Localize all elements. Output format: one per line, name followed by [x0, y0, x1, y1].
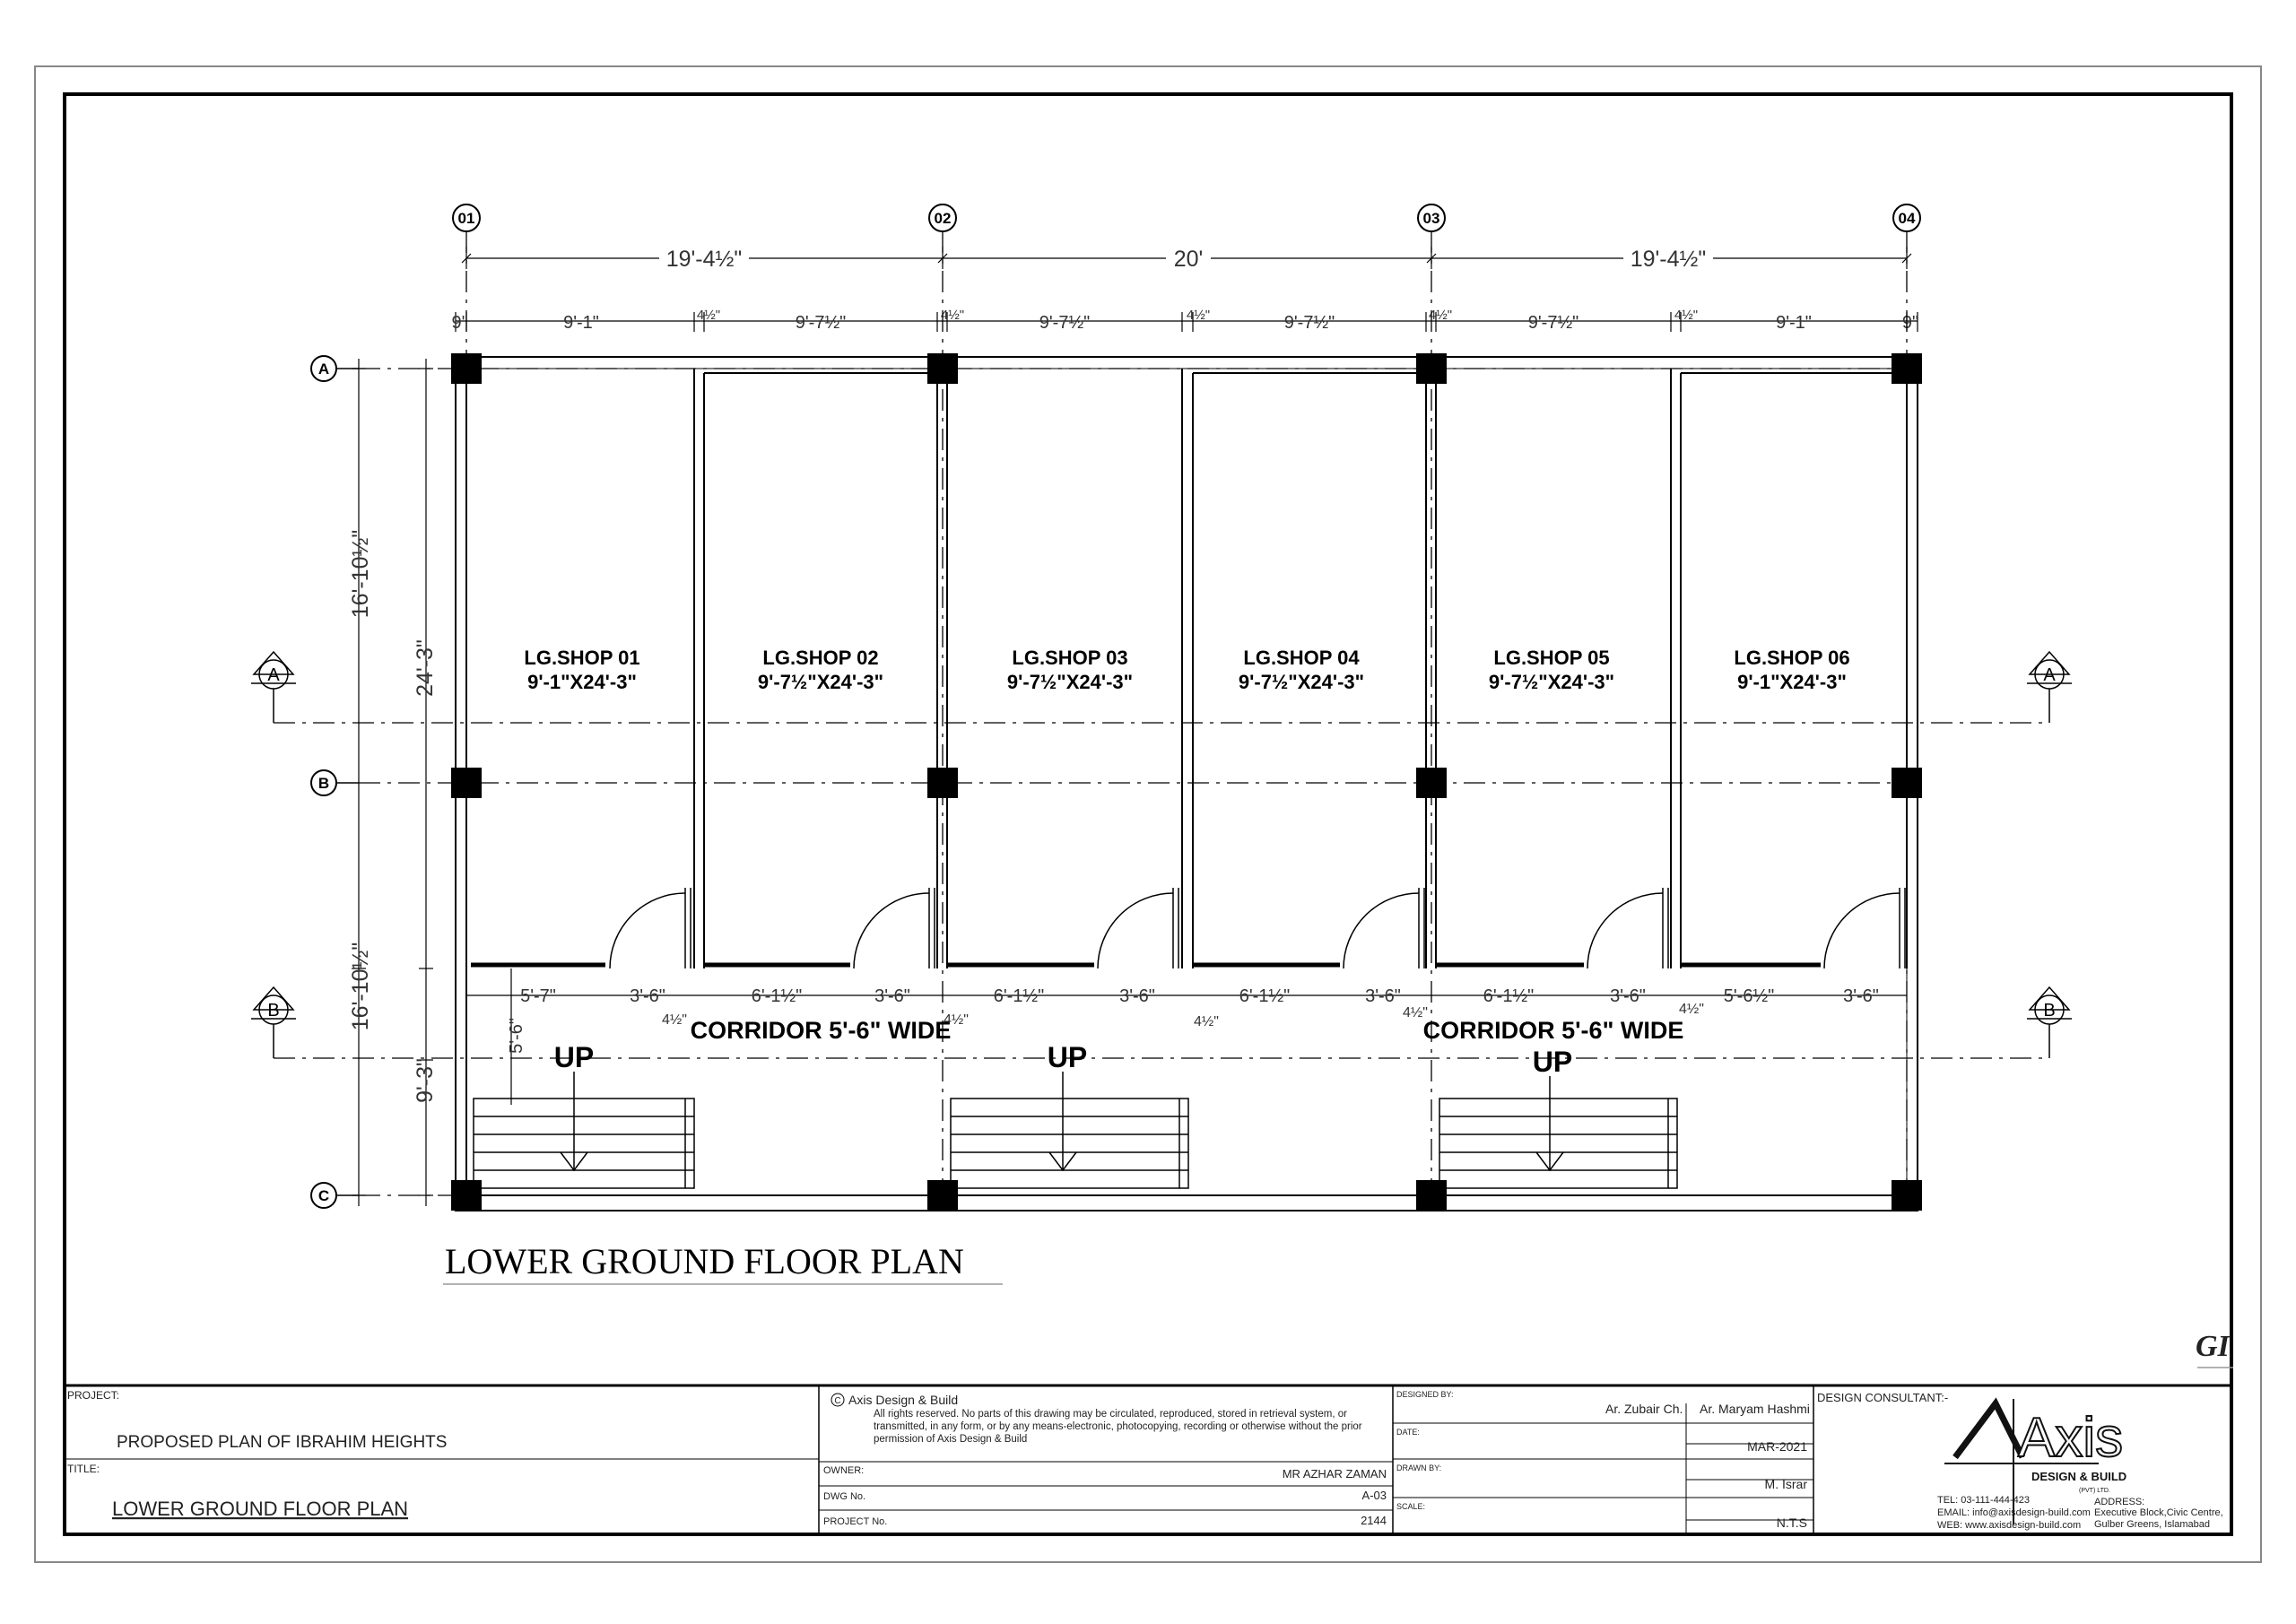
plan-title: LOWER GROUND FLOOR PLAN: [445, 1241, 964, 1281]
consultant-label: DESIGN CONSULTANT:-: [1817, 1391, 1949, 1404]
project-no-value: 2144: [1361, 1514, 1387, 1527]
door-dim: 3'-6": [1365, 986, 1401, 1006]
small-dim: 4½": [944, 1012, 969, 1028]
sub-dim: 4½": [940, 308, 965, 323]
door-dim: 3'-6": [874, 986, 910, 1006]
grid-col-label: 02: [934, 210, 952, 227]
drawing-title: [443, 1241, 2233, 1368]
sub-dim: 4½": [696, 308, 721, 323]
overall-dim: 20': [1173, 247, 1204, 272]
sub-dim: 9'-7½": [795, 313, 847, 333]
shop-size: 9'-7½"X24'-3": [1006, 671, 1134, 693]
door-dim: 6'-1½": [1239, 986, 1291, 1006]
copyright-company: Axis Design & Build: [848, 1393, 959, 1407]
corridor-label: CORRIDOR 5'-6" WIDE: [1422, 1017, 1684, 1044]
corridor-dim-line: [466, 968, 1907, 1105]
sub-dim-labels: [452, 308, 1919, 333]
door-dim: 5'-7": [520, 986, 556, 1006]
grid-row-label: B: [317, 775, 330, 792]
small-dim: 4½": [1403, 1005, 1428, 1020]
small-dim: 4½": [1194, 1014, 1219, 1029]
door-dim: 3'-6": [1843, 986, 1879, 1006]
left-dim: 24'-3": [413, 639, 438, 697]
stair-labels: [554, 1041, 1572, 1078]
section-label: B: [267, 1001, 280, 1020]
sub-dim: 9'-1": [563, 313, 599, 333]
grid-col-label: 03: [1422, 210, 1440, 227]
shop-name: LG.SHOP 04: [1243, 647, 1360, 669]
left-dim: 9'-3": [413, 1058, 438, 1103]
sub-dim: 9': [451, 313, 465, 333]
dwg-label: DWG No.: [823, 1491, 866, 1502]
email: EMAIL: info@axisdesign-build.com: [1937, 1507, 2091, 1518]
section-label: A: [267, 665, 280, 685]
stair-up-label: UP: [1532, 1046, 1573, 1078]
shop-name: LG.SHOP 02: [762, 647, 879, 669]
scale-label: SCALE:: [1396, 1502, 1426, 1511]
sub-dim: 9'-7½": [1527, 313, 1579, 333]
web: WEB: www.axisdesign-build.com: [1937, 1520, 2082, 1531]
shop-name: LG.SHOP 06: [1734, 647, 1850, 669]
project-no-label: PROJECT No.: [823, 1516, 888, 1527]
grid-row-label: A: [317, 360, 330, 378]
tel: TEL: 03-111-444-423: [1937, 1495, 2030, 1506]
section-marker-labels: [267, 665, 2056, 1020]
sub-dim: 4½": [1674, 308, 1699, 323]
designer-2: Ar. Maryam Hashmi: [1700, 1402, 1810, 1416]
grid-column-bubbles: [453, 204, 1920, 231]
door-swings: [610, 888, 1905, 968]
drawn-by-value: M. Israr: [1764, 1477, 1807, 1491]
left-dim: 16'-10½": [348, 942, 373, 1031]
door-dim: 3'-6": [1610, 986, 1646, 1006]
grid-row-label: C: [317, 1187, 330, 1204]
door-dim-labels: [520, 986, 1879, 1006]
corridor-labels: [691, 1017, 1684, 1044]
grid-col-label: 04: [1898, 210, 1916, 227]
building-walls: [456, 357, 1918, 1211]
edge-fragment: GI: [2196, 1330, 2230, 1363]
dwg-value: A-03: [1361, 1489, 1387, 1502]
section-label: A: [2043, 665, 2056, 685]
shop-size: 9'-7½"X24'-3": [1488, 671, 1615, 693]
grid-lines: [274, 231, 2045, 1211]
structural-columns: [451, 353, 1922, 1211]
shop-size: 9'-1"X24'-3": [527, 671, 637, 693]
logo-wordmark: Axis: [2018, 1407, 2124, 1469]
project-label: PROJECT:: [67, 1389, 120, 1402]
door-dim: 6'-1½": [751, 986, 803, 1006]
sub-dim: 9'-7½": [1039, 313, 1091, 333]
address-label: ADDRESS:: [2094, 1497, 2145, 1507]
door-dim: 6'-1½": [1483, 986, 1535, 1006]
drawn-by-label: DRAWN BY:: [1396, 1463, 1442, 1472]
address-line-2: Gulber Greens, Islamabad: [2094, 1519, 2211, 1530]
shop-labels: [524, 647, 1849, 693]
overall-dim: 19'-4½": [665, 247, 743, 272]
company-contacts: [1937, 1495, 2223, 1531]
project-name: PROPOSED PLAN OF IBRAHIM HEIGHTS: [117, 1433, 448, 1452]
copyright-mark: C: [834, 1396, 841, 1406]
small-dim: 4½": [1679, 1002, 1704, 1017]
copyright-text: All rights reserved. No parts of this drawing may be circulated, reproduced, stored in retrieval system, or transmitted, in any form, or by any means-electronic, photocopying, recording or otherwise without the prior permission of Axis Design & Build: [874, 1409, 1362, 1445]
sheet-title: LOWER GROUND FLOOR PLAN: [112, 1498, 409, 1520]
shop-size: 9'-1"X24'-3": [1737, 671, 1847, 693]
address-line-1: Executive Block,Civic Centre,: [2094, 1507, 2223, 1518]
door-dim: 3'-6": [1119, 986, 1155, 1006]
sub-dim: 4½": [1428, 308, 1453, 323]
stair-up-label: UP: [553, 1041, 595, 1073]
grid-row-bubbles: [311, 356, 359, 1208]
shop-name: LG.SHOP 01: [524, 647, 640, 669]
small-dim: 5'-6": [507, 1018, 526, 1054]
shop-name: LG.SHOP 03: [1012, 647, 1128, 669]
door-dim: 5'-6½": [1723, 986, 1775, 1006]
shop-name: LG.SHOP 05: [1493, 647, 1610, 669]
left-dim: 16'-10½": [348, 529, 373, 619]
sub-dim: 9": [1901, 313, 1919, 333]
sub-dim: 9'-1": [1776, 313, 1812, 333]
stair-up-label: UP: [1047, 1041, 1088, 1073]
owner-value: MR AZHAR ZAMAN: [1282, 1467, 1387, 1481]
section-label: B: [2043, 1001, 2056, 1020]
designed-by-label: DESIGNED BY:: [1396, 1390, 1454, 1399]
small-dim: 4½": [662, 1012, 687, 1028]
door-dim: 3'-6": [630, 986, 665, 1006]
door-dim: 6'-1½": [993, 986, 1045, 1006]
left-dim-labels: [348, 530, 438, 1103]
stairs: [474, 1072, 1677, 1188]
logo-pvt: (PVT) LTD.: [2079, 1488, 2110, 1494]
corridor-label: CORRIDOR 5'-6" WIDE: [690, 1017, 952, 1044]
sub-dim: 4½": [1186, 308, 1211, 323]
date-label: DATE:: [1396, 1428, 1420, 1437]
owner-label: OWNER:: [823, 1465, 865, 1476]
shop-size: 9'-7½"X24'-3": [1238, 671, 1365, 693]
date-value: MAR-2021: [1747, 1439, 1807, 1454]
scale-value: N.T.S: [1776, 1515, 1807, 1530]
title-label: TITLE:: [67, 1463, 100, 1475]
logo-subtitle: DESIGN & BUILD: [2031, 1470, 2127, 1483]
designer-1: Ar. Zubair Ch.: [1605, 1402, 1683, 1416]
grid-col-label: 01: [457, 210, 475, 227]
sub-dim: 9'-7½": [1283, 313, 1335, 333]
overall-dim: 19'-4½": [1630, 247, 1707, 272]
shop-size: 9'-7½"X24'-3": [757, 671, 884, 693]
